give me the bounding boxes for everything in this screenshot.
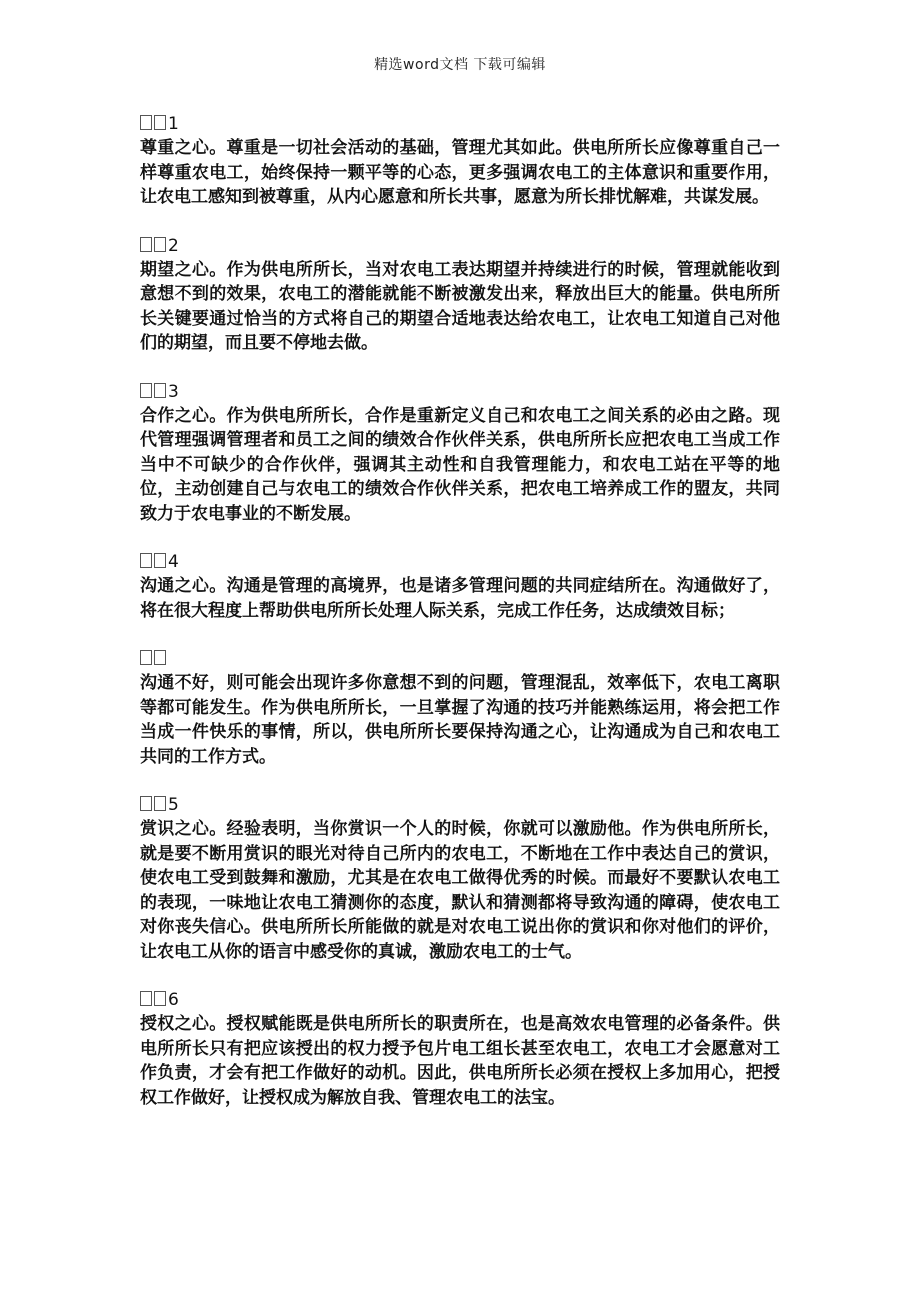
section-4-continued (140, 647, 780, 769)
missing-glyph-box (154, 383, 166, 398)
section-paragraph: 期望之心。作为供电所所长，当对农电工表达期望并持续进行的时候，管理就能收到意想不到的效果，农电工的潜能就能不断被激发出来，释放出巨大的能量。供电所所长关键要通过恰当的方式将自己的期望合适地表达给农电工，让农电工知道自己对他们的期望，而且要不停地去做。 (140, 259, 780, 353)
missing-glyph-box (154, 553, 166, 568)
document-body (140, 112, 780, 1134)
missing-glyph-box (140, 796, 152, 811)
section-paragraph: 赏识之心。经验表明，当你赏识一个人的时候，你就可以激励他。作为供电所所长，就是要不断用赏识的眼光对待自己所内的农电工，不断地在工作中表达自己的赏识，使农电工受到鼓舞和激励，尤其是在农电工做得优秀的时候。而最好不要默认农电工的表现，一味地让农电工猜测你的态度，默认和猜测都将导致沟通的障碍，使农电工对你丧失信心。供电所所长所能做的就是对农电工说出你的赏识和你对他们的评价，让农电工从你的语言中感受你的真诚，激励农电工的士气。 (140, 819, 780, 962)
missing-glyph-box (154, 237, 166, 252)
section-paragraph: 授权之心。授权赋能既是供电所所长的职责所在，也是高效农电管理的必备条件。供电所所长只有把应该授出的权力授予包片电工组长甚至农电工，农电工才会愿意对工作负责，才会有把工作做好的动机。因此，供电所所长必须在授权上多加用心，把授权工作做好，让授权成为解放自我、管理农电工的法宝。 (140, 1014, 780, 1108)
section-paragraph: 沟通之心。沟通是管理的高境界，也是诸多管理问题的共同症结所在。沟通做好了，将在很大程度上帮助供电所所长处理人际关系，完成工作任务，达成绩效目标； (140, 576, 780, 621)
section-paragraph: 沟通不好，则可能会出现许多你意想不到的问题，管理混乱，效率低下，农电工离职等都可能发生。作为供电所所长，一旦掌握了沟通的技巧并能熟练运用，将会把工作当成一件快乐的事情，所以，供电所所长要保持沟通之心，让沟通成为自己和农电工共同的工作方式。 (140, 673, 780, 767)
page-header: 精选word文档 下载可编辑 (374, 57, 546, 73)
missing-glyph-box (154, 650, 166, 665)
section-number: 2 (140, 234, 780, 258)
missing-glyph-box (140, 650, 152, 665)
section-paragraph: 合作之心。作为供电所所长，合作是重新定义自己和农电工之间关系的必由之路。现代管理强调管理者和员工之间的绩效合作伙伴关系，供电所所长应把农电工当成工作当中不可缺少的合作伙伴，强调其主动性和自我管理能力，和农电工站在平等的地位，主动创建自己与农电工的绩效合作伙伴关系，把农电工培养成工作的盟友，共同致力于农电事业的不断发展。 (140, 405, 780, 524)
missing-glyph-box (140, 383, 152, 398)
missing-glyph-box (154, 796, 166, 811)
section-number: 3 (140, 380, 780, 404)
section-6 (140, 988, 780, 1110)
section-3 (140, 380, 780, 527)
section-number (140, 647, 780, 671)
section-number: 1 (140, 112, 780, 136)
section-number: 6 (140, 988, 780, 1012)
missing-glyph-box (154, 115, 166, 130)
section-number: 4 (140, 550, 780, 574)
missing-glyph-box (140, 237, 152, 252)
section-paragraph: 尊重之心。尊重是一切社会活动的基础，管理尤其如此。供电所所长应像尊重自己一样尊重农电工，始终保持一颗平等的心态，更多强调农电工的主体意识和重要作用，让农电工感知到被尊重，从内心愿意和所长共事，愿意为所长排忧解难，共谋发展。 (140, 138, 780, 207)
missing-glyph-box (140, 115, 152, 130)
section-1 (140, 112, 780, 210)
section-2 (140, 234, 780, 356)
section-5 (140, 793, 780, 964)
section-4 (140, 550, 780, 623)
missing-glyph-box (154, 991, 166, 1006)
section-number: 5 (140, 793, 780, 817)
missing-glyph-box (140, 553, 152, 568)
missing-glyph-box (140, 991, 152, 1006)
